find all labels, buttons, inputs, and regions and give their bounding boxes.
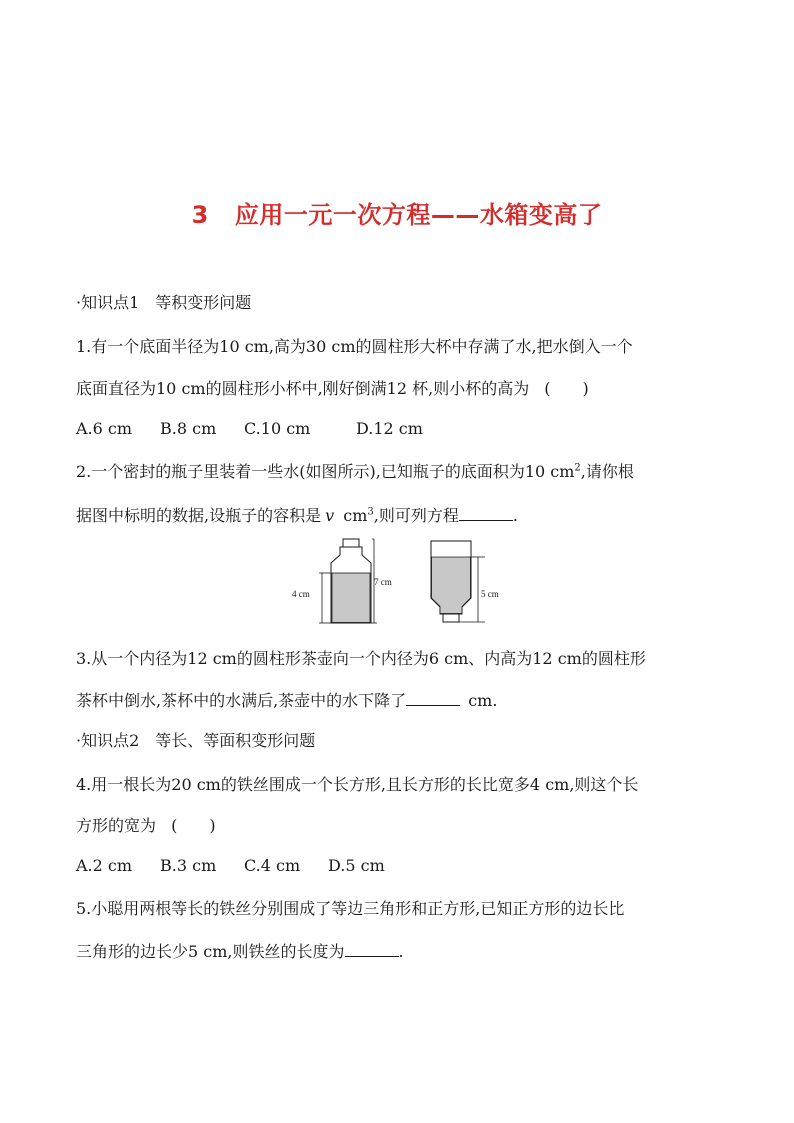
q4-line1: 4.用一根长为20 cm的铁丝围成一个长方形,且长方形的长比宽多4 cm,则这个长 xyxy=(76,775,639,794)
q2-line1-tail: ,请你根 xyxy=(580,462,634,481)
q2-sup-2: 2 xyxy=(574,462,581,474)
q5-answer-blank xyxy=(345,940,399,957)
q4-option-c: C.4 cm xyxy=(244,856,301,875)
title-number: 3 xyxy=(191,201,209,229)
q5-line2 xyxy=(76,940,726,963)
q1-text: 底面直径为10 cm的圆柱形小杯中,刚好倒满12 杯,则小杯的高为 xyxy=(76,379,530,398)
q3-line2-text: 茶杯中倒水,茶杯中的水满后,茶壶中的水下降了 xyxy=(76,691,407,710)
q4-answer-paren: ( ) xyxy=(171,816,216,835)
q2-period: . xyxy=(512,506,518,525)
page-title xyxy=(0,195,794,230)
q1-line1: 1.有一个底面半径为10 cm,高为30 cm的圆柱形大杯中存满了水,把水倒入一个 xyxy=(76,337,633,356)
q2-answer-blank xyxy=(459,504,513,521)
section-heading-1: ·知识点1 等积变形问题 xyxy=(76,293,252,312)
q5-line2-text: 三角形的边长少5 cm,则铁丝的长度为 xyxy=(76,942,345,961)
q2-line1 xyxy=(76,461,726,483)
q2-variable-v: v xyxy=(325,506,335,525)
dimension-4cm xyxy=(319,573,331,623)
q2-line2-text: 据图中标明的数据,设瓶子的容积是 xyxy=(76,506,322,525)
q4-options xyxy=(76,855,726,877)
label-4cm: 4 cm xyxy=(292,589,310,599)
q5-line1: 5.小聪用两根等长的铁丝分别围成了等边三角形和正方形,已知正方形的边长比 xyxy=(76,899,625,918)
q2-unit: cm xyxy=(338,506,368,525)
section-heading-2: ·知识点2 等长、等面积变形问题 xyxy=(76,731,316,750)
title-text: 应用一元一次方程——水箱变高了 xyxy=(234,201,603,229)
q1-answer-paren: ( ) xyxy=(544,379,589,398)
q3-line2 xyxy=(76,689,726,712)
q5-period: . xyxy=(398,942,404,961)
label-5cm: 5 cm xyxy=(481,589,499,599)
q1-option-c: C.10 cm xyxy=(244,419,311,438)
q4-option-b: B.3 cm xyxy=(160,856,217,875)
q1-option-b: B.8 cm xyxy=(160,419,217,438)
q2-line1-text: 2.一个密封的瓶子里装着一些水(如图所示),已知瓶子的底面积为10 cm xyxy=(76,462,575,481)
q4-text: 方形的宽为 xyxy=(76,816,157,835)
q4-option-a: A.2 cm xyxy=(76,856,133,875)
q1-option-a: A.6 cm xyxy=(76,419,133,438)
q1-option-d: D.12 cm xyxy=(356,419,423,438)
q2-line2-tail: ,则可列方程 xyxy=(373,506,459,525)
water-upright xyxy=(332,573,370,623)
q1-options xyxy=(76,418,726,440)
q3-answer-blank xyxy=(406,689,460,706)
q2-line2 xyxy=(76,504,726,527)
q4-option-d: D.5 cm xyxy=(328,856,385,875)
q4-line2 xyxy=(76,815,726,837)
q2-sup-3: 3 xyxy=(367,506,374,518)
q3-line1: 3.从一个内径为12 cm的圆柱形茶壶向一个内径为6 cm、内高为12 cm的圆柱形 xyxy=(76,649,646,668)
bottle-figure xyxy=(288,535,518,630)
q3-unit: cm. xyxy=(468,691,498,710)
q1-line2 xyxy=(76,378,726,400)
label-7cm: 7 cm xyxy=(374,577,392,587)
